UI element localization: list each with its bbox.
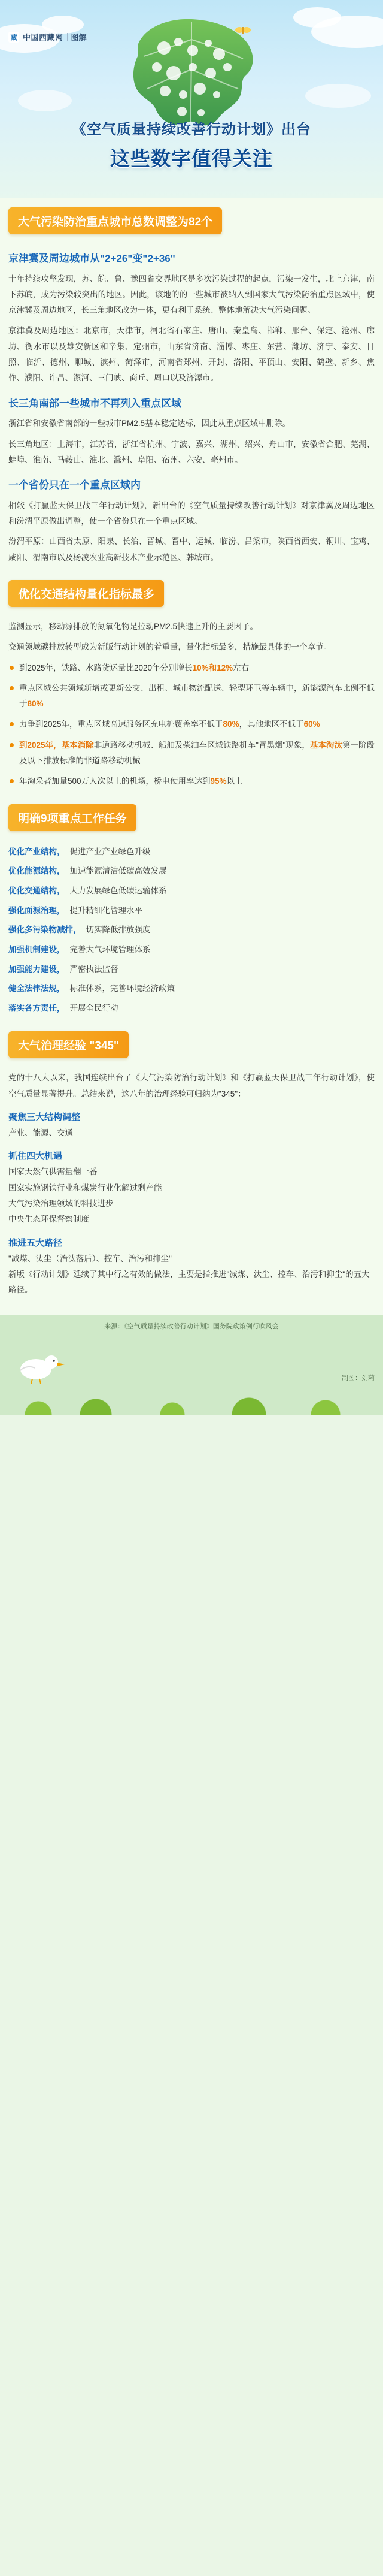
list-item [8,962,375,977]
task-key: 落实各方责任， [8,1003,65,1013]
brand-separator [67,33,68,41]
task-key: 强化面源治理， [8,905,65,915]
section2-paragraph-2: 交通领域碳排放转型成为新版行动计划的着重量，量化指标最多，措施最具体的一个章节。 [8,642,332,652]
list-item [8,903,375,919]
list-item [8,681,375,712]
task-text: 大力发展绿色低碳运输体系 [69,886,167,895]
section2-paragraph-1: 监测显示，移动源排放的氮氧化物是拉动PM2.5快速上升的主要因子。 [8,621,259,631]
list-item [8,660,375,676]
list-item [8,863,375,879]
section1-paragraph-1: 十年持续攻坚发现，苏、皖、鲁、豫四省交界地区是多次污染过程的起点，污染一发生，北上京津，南下苏皖，成为污染较突出的地区。因此，该地的的一些城市被纳入到国家大气污染防治重点区域中，使京津冀及周边地区，长三角地区改为一体，更有利于系统、整体地解决大气污染问题。 [8,274,375,315]
group-items-3 [8,1251,375,1298]
list-item [8,774,375,789]
section1-paragraph-3: 浙江省和安徽省南部的一些城市PM2.5基本稳定达标，因此从重点区域中删除。 [8,419,291,428]
bullet-highlight: 80% [223,720,239,729]
list-item [8,1001,375,1016]
task-key: 加强机制建设， [8,944,65,954]
section1-heading-2: 长三角南部一些城市不再列入重点区域 [8,397,181,409]
group-items-1 [8,1125,375,1141]
brand-name: 中国西藏网 [23,33,63,42]
section1-heading-3: 一个省份只在一个重点区域内 [8,479,141,491]
footer [0,1315,383,1387]
section-banner-2: 优化交通结构量化指标最多 [8,580,164,607]
task-text: 切实降低排放强度 [86,925,151,935]
section-banner-container [0,1022,383,1065]
list-item: 中央生态环保督察制度 [8,1215,89,1224]
section1-paragraph-2: 京津冀及周边地区：北京市，天津市，河北省石家庄、唐山、秦皇岛、邯郸、邢台、保定、沧州、廊坊、衡水市以及雄安新区和辛集、定州市，山东省济南、淄博、枣庄、东营、潍坊、济宁、泰安、日照、临沂、德州、聊城、滨州、菏泽市，河南省郑州、开封、洛阳、平顶山、安阳、鹤壁、新乡、焦作、濮阳、许昌、漯河、三门峡、商丘、周口以及济源市。 [8,326,375,383]
task-text: 加速能源清洁低碳高效发展 [69,866,167,876]
logo-icon: 藏 [8,32,19,43]
section1-paragraph-5: 相较《打赢蓝天保卫战三年行动计划》，新出台的《空气质量持续改善行动计划》对京津冀及周边地区和汾渭平原做出调整，使一个省份只在一个重点区域。 [8,500,375,526]
section-banner-container [0,198,383,241]
bullet-text-after-2: 第一阶段及以下排放标准的非道路移动机械 [19,740,375,766]
credits-text: 制图：刘莉 [342,1374,375,1382]
bullet-text-before: 到2025年，铁路、水路货运量比2020年分别增长 [19,663,193,672]
source-text: 来源：《空气质量持续改善行动计划》国务院政策例行吹风会 [104,1322,279,1330]
list-item: "减煤、汰尘（治汰落后）、控车、治污和抑尘" [8,1254,172,1263]
list-item: 产业、能源、交通 [8,1128,73,1138]
task-key: 健全法律法规， [8,984,65,993]
cloud-decoration [305,84,371,108]
list-item [8,844,375,860]
group-title-2: 抓住四大机遇 [8,1151,63,1162]
section2-bullet-list [8,660,375,790]
bullet-text-after: ，其他地区不低于 [239,720,304,729]
page-title-line1: 《空气质量持续改善行动计划》出台 [72,122,311,138]
section-banner-container [0,570,383,614]
section1-paragraph-4: 长三角地区：上海市，江苏省，浙江省杭州、宁波、嘉兴、湖州、绍兴、舟山市，安徽省合肥、芜湖、蚌埠、淮南、马鞍山、淮北、滁州、阜阳、宿州、六安、亳州市。 [8,439,375,464]
cloud-decoration [18,90,72,111]
brand-bar [8,31,87,43]
hero-title-group [0,117,383,171]
bullet-highlight: 95% [210,777,227,786]
group-title-1: 聚焦三大结构调整 [8,1112,81,1123]
bullet-text-after: 非道路移动机械、船舶及柴油车区域铁路机车"冒黑烟"现象， [93,740,310,750]
list-item [8,942,375,958]
group-title-3: 推进五大路径 [8,1237,63,1248]
bullet-text-before: 重点区域公共领域新增或更新公交、出租、城市物流配送、轻型环卫等车辆中，新能源汽车比例不低于 [19,683,375,709]
list-item: 国家实施钢铁行业和煤炭行业化解过剩产能 [8,1183,162,1192]
task-text: 提升精细化管理水平 [69,905,142,915]
task-key: 优化产业结构， [8,847,65,856]
list-item: 大气污染治理领域的科技进步 [8,1199,114,1209]
bullet-highlight: 10%和12% [192,663,233,672]
section-banner-3: 明确9项重点工作任务 [8,804,136,831]
task-text: 标准体系，完善环境经济政策 [69,984,175,993]
bullet-text-before: 力争到2025年，重点区域高速服务区充电桩覆盖率不低于 [19,720,223,729]
page-title-line2: 这些数字值得关注 [110,147,273,170]
hero-header [0,0,383,198]
section4-paragraph-1: 党的十八大以来，我国连续出台了《大气污染防治行动计划》和《打赢蓝天保卫战三年行动计划》，使空气质量显著提升。总结来说，这八年的治理经验可归纳为"345"： [8,1073,375,1098]
section1-paragraph-6: 汾渭平原：山西省太原、阳泉、长治、晋城、晋中、运城、临汾、吕梁市，陕西省西安、铜川、宝鸡、咸阳、渭南市以及杨凌农业高新技术产业示范区、韩城市。 [8,537,375,562]
group-items-2 [8,1164,375,1227]
task-text: 严密执法监督 [69,964,118,974]
brand-section: 图解 [71,33,87,42]
cloud-decoration [293,7,341,28]
section1-heading-1: 京津冀及周边城市从"2+26"变"2+36" [8,253,175,264]
grass-decoration [0,1387,383,1415]
bullet-highlight-2: 60% [303,720,320,729]
section-banner-1: 大气污染防治重点城市总数调整为82个 [8,207,222,234]
task-key: 优化交通结构， [8,886,65,895]
bird-illustration [6,1343,78,1385]
bullet-text-after: 以上 [226,777,243,786]
section3-task-list [8,844,375,1016]
bullet-highlight-2: 基本淘汰 [309,740,342,750]
task-key: 强化多污染物减排， [8,925,81,935]
task-text: 开展全民行动 [69,1003,118,1013]
bullet-highlight: 到2025年，基本消除 [19,740,94,750]
list-item [8,883,375,899]
bullet-text-after: 左右 [233,663,250,672]
task-key: 加强能力建设， [8,964,65,974]
bullet-text-before: 年淘采者加量500万人次以上的机场，桥电使用率达到 [19,777,211,786]
list-item [8,738,375,769]
section-banner-4: 大气治理经验 "345" [8,1031,129,1058]
list-item: 国家天然气供需量翻一番 [8,1167,98,1177]
task-key: 优化能源结构， [8,866,65,876]
bullet-highlight: 80% [27,699,44,709]
list-item: 新版《行动计划》延续了其中行之有效的做法，主要是指推进"减煤、汰尘、控车、治污和抑尘"的五大路径。 [8,1269,370,1295]
list-item [8,717,375,732]
section-banner-container [0,795,383,838]
task-text: 完善大气环境管理体系 [69,944,151,954]
task-text: 促进产业产业绿色升级 [69,847,151,856]
list-item [8,981,375,996]
list-item [8,922,375,938]
